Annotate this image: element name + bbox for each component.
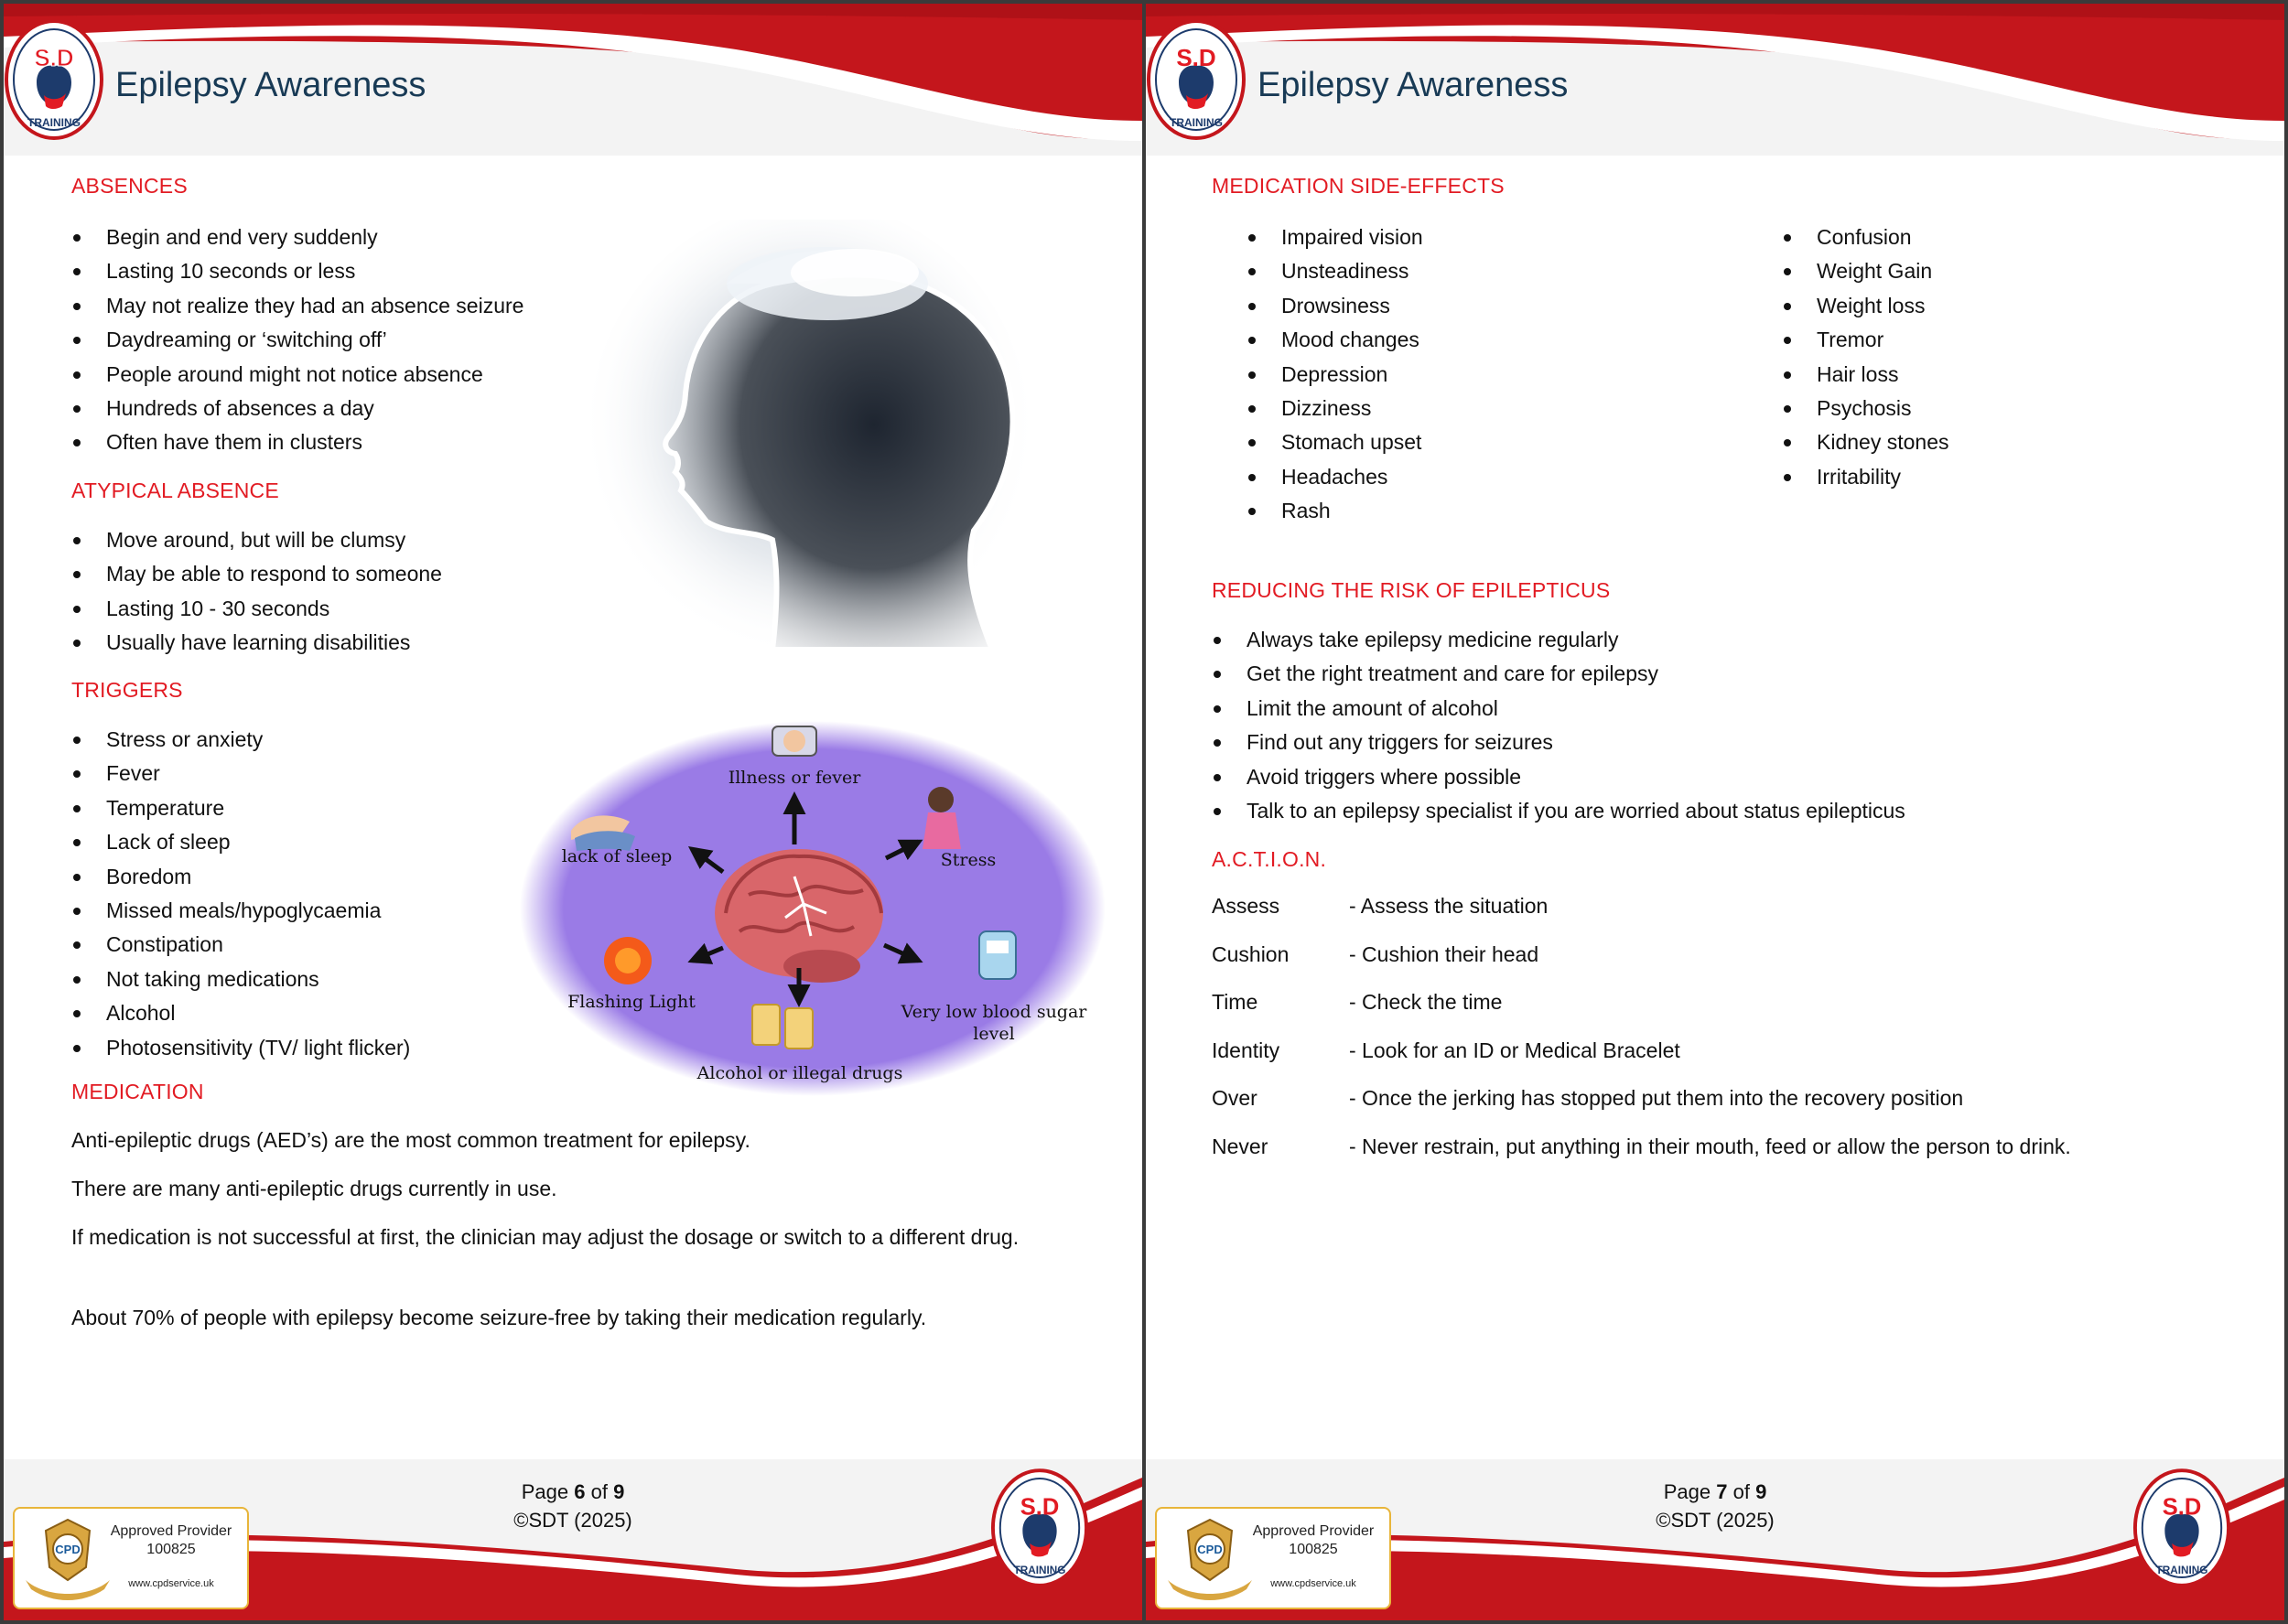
cpd-number: 100825 (146, 1542, 196, 1557)
list-item: Often have them in clusters (37, 428, 523, 462)
list-item: Kidney stones (1747, 428, 1948, 462)
list-item: Missed meals/hypoglycaemia (37, 897, 410, 930)
document-page-7 (1146, 4, 2284, 1620)
list-item: Headaches (1212, 463, 1423, 497)
absences-list (37, 223, 523, 463)
triggers-diagram (520, 721, 1106, 1096)
page-number: 7 (1716, 1480, 1728, 1503)
list-item: Weight loss (1747, 292, 1948, 326)
list-item: Psychosis (1747, 394, 1948, 428)
diagram-label-alcohol: Alcohol or illegal drugs (696, 1063, 903, 1083)
list-item: Alcohol (37, 999, 410, 1033)
cpd-title: Approved Provider (110, 1523, 232, 1539)
list-item: Confusion (1747, 223, 1948, 257)
diagram-label-illness: Illness or fever (728, 768, 861, 788)
triggers-list (37, 726, 410, 1068)
page-footer (1146, 1459, 2284, 1620)
list-item: Hair loss (1747, 360, 1948, 394)
head-silhouette-image (589, 220, 1047, 677)
diagram-label-blood-sugar-2: level (973, 1024, 1015, 1044)
atypical-absence-list (37, 526, 442, 663)
list-item: People around might not notice absence (37, 360, 523, 394)
action-value: - Look for an ID or Medical Bracelet (1349, 1038, 1680, 1062)
action-key: Never (1212, 1135, 1268, 1158)
cpd-url: www.cpdservice.uk (1270, 1578, 1356, 1589)
logo-top-text: S.D (2162, 1494, 2202, 1521)
list-item: Depression (1212, 360, 1423, 394)
list-item: Lasting 10 - 30 seconds (37, 595, 442, 629)
sd-training-logo (2132, 1467, 2231, 1589)
list-item: Find out any triggers for seizures (1177, 728, 1905, 762)
list-item: Photosensitivity (TV/ light flicker) (37, 1034, 410, 1068)
logo-bottom-text: TRAINING (1013, 1565, 1066, 1577)
list-item: Drowsiness (1212, 292, 1423, 326)
action-key: Identity (1212, 1038, 1280, 1062)
document-page-6 (4, 4, 1142, 1620)
logo-top-text: S.D (1176, 44, 1216, 71)
medication-heading: MEDICATION (71, 1080, 204, 1103)
list-item: Boredom (37, 863, 410, 897)
list-item: Not taking medications (37, 965, 410, 999)
list-item: Impaired vision (1212, 223, 1423, 257)
side-effects-list-col1 (1212, 223, 1423, 532)
list-item: Avoid triggers where possible (1177, 763, 1905, 797)
list-item: Begin and end very suddenly (37, 223, 523, 257)
medication-paragraph: Anti-epileptic drugs (AED’s) are the most common treatment for epilepsy. (71, 1128, 750, 1152)
list-item: Lasting 10 seconds or less (37, 257, 523, 291)
list-item: Rash (1212, 497, 1423, 531)
list-item: Stomach upset (1212, 428, 1423, 462)
cpd-number: 100825 (1289, 1542, 1338, 1557)
list-item: Dizziness (1212, 394, 1423, 428)
action-value: - Never restrain, put anything in their mouth, feed or allow the person to drink. (1349, 1135, 2071, 1158)
list-item: Tremor (1747, 326, 1948, 360)
cpd-badge-text: CPD (55, 1543, 81, 1556)
atypical-absence-heading: ATYPICAL ABSENCE (71, 479, 279, 502)
diagram-label-blood-sugar-1: Very low blood sugar (901, 1002, 1087, 1022)
stressed-person-icon (928, 787, 954, 812)
page-title: Epilepsy Awareness (115, 66, 426, 104)
list-item: Hundreds of absences a day (37, 394, 523, 428)
cpd-title: Approved Provider (1252, 1523, 1375, 1539)
diagram-label-sleep: lack of sleep (561, 846, 673, 866)
reducing-risk-list (1177, 626, 1905, 831)
action-value: - Assess the situation (1349, 894, 1549, 918)
triggers-heading: TRIGGERS (71, 678, 183, 702)
list-item: Limit the amount of alcohol (1177, 694, 1905, 728)
reducing-risk-heading: REDUCING THE RISK OF EPILEPTICUS (1212, 578, 1611, 602)
list-item: Unsteadiness (1212, 257, 1423, 291)
logo-bottom-text: TRAINING (27, 116, 81, 129)
copyright: ©SDT (2025) (1656, 1509, 1775, 1532)
page-header (4, 4, 1142, 156)
action-value: - Once the jerking has stopped put them into the recovery position (1349, 1086, 1964, 1110)
list-item: Usually have learning disabilities (37, 629, 442, 662)
page-number: 6 (574, 1480, 586, 1503)
cpd-url: www.cpdservice.uk (128, 1578, 214, 1589)
action-value: - Cushion their head (1349, 942, 1539, 966)
list-item: Constipation (37, 930, 410, 964)
list-item: Fever (37, 759, 410, 793)
diagram-label-stress: Stress (940, 850, 997, 870)
list-item: Talk to an epilepsy specialist if you are worried about status epilepticus (1177, 797, 1905, 831)
logo-top-text: S.D (34, 44, 74, 71)
total-pages: 9 (1755, 1480, 1767, 1503)
cpd-badge-text: CPD (1197, 1543, 1223, 1556)
diagram-label-flashing: Flashing Light (567, 992, 696, 1012)
page-header (1146, 4, 2284, 156)
list-item: Get the right treatment and care for epilepsy (1177, 660, 1905, 694)
absences-heading: ABSENCES (71, 174, 188, 198)
list-item: Stress or anxiety (37, 726, 410, 759)
action-key: Assess (1212, 894, 1280, 918)
logo-bottom-text: TRAINING (2155, 1565, 2208, 1577)
action-key: Cushion (1212, 942, 1290, 966)
page-counter: Page 7 of 9 (1663, 1480, 1767, 1503)
list-item: Always take epilepsy medicine regularly (1177, 626, 1905, 660)
list-item: Irritability (1747, 463, 1948, 497)
medication-paragraph: If medication is not successful at first, the clinician may adjust the dosage or switch to a different drug. (71, 1225, 1020, 1249)
beer-mugs-icon (752, 1005, 780, 1045)
action-value: - Check the time (1349, 990, 1503, 1014)
list-item: Daydreaming or ‘switching off’ (37, 326, 523, 360)
cpd-approved-provider-badge (13, 1507, 249, 1609)
list-item: Mood changes (1212, 326, 1423, 360)
cpd-approved-provider-badge (1155, 1507, 1391, 1609)
logo-bottom-text: TRAINING (1170, 116, 1223, 129)
list-item: Move around, but will be clumsy (37, 526, 442, 560)
list-item: May be able to respond to someone (37, 560, 442, 594)
total-pages: 9 (613, 1480, 625, 1503)
side-effects-heading: MEDICATION SIDE-EFFECTS (1212, 174, 1505, 198)
side-effects-list-col2 (1747, 223, 1948, 497)
sd-training-logo (1146, 18, 1247, 141)
glucose-meter-icon (979, 931, 1016, 979)
action-key: Time (1212, 990, 1258, 1014)
page-footer (4, 1459, 1142, 1620)
copyright: ©SDT (2025) (513, 1509, 632, 1532)
list-item: Temperature (37, 794, 410, 828)
list-item: May not realize they had an absence seizure (37, 292, 523, 326)
list-item: Weight Gain (1747, 257, 1948, 291)
sd-training-logo (4, 18, 104, 141)
logo-top-text: S.D (1020, 1494, 1060, 1521)
page-title: Epilepsy Awareness (1257, 66, 1569, 104)
action-key: Over (1212, 1086, 1257, 1110)
list-item: Lack of sleep (37, 828, 410, 862)
action-heading: A.C.T.I.O.N. (1212, 847, 1327, 871)
sd-training-logo (990, 1467, 1089, 1589)
medication-paragraph: There are many anti-epileptic drugs currently in use. (71, 1177, 557, 1200)
medication-paragraph: About 70% of people with epilepsy become seizure-free by taking their medication regularly. (71, 1306, 927, 1329)
page-counter: Page 6 of 9 (521, 1480, 625, 1503)
